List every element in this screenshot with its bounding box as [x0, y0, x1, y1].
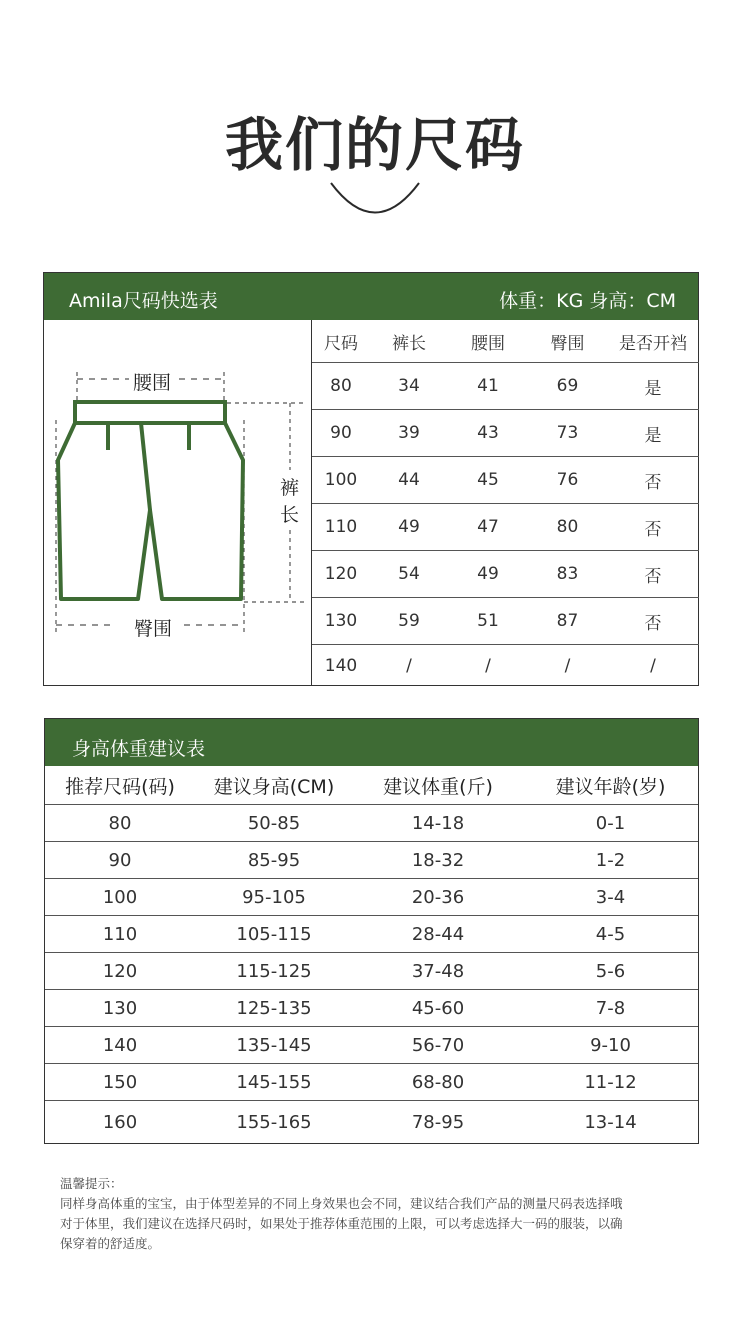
table-cell: 1-2 — [595, 850, 626, 871]
table-cell: 28-44 — [411, 924, 465, 945]
table-cell: 140 — [102, 1035, 138, 1056]
table-cell: 87 — [556, 611, 579, 631]
table-cell: 34 — [398, 376, 420, 396]
hip-label: 臀围 — [134, 618, 173, 640]
table-row — [45, 1026, 698, 1064]
table-cell: 59 — [398, 611, 420, 631]
table-row — [45, 915, 698, 953]
table-cell: 130 — [102, 998, 138, 1019]
table-row — [45, 804, 698, 842]
table-cell: 155-165 — [236, 1111, 312, 1133]
table-cell: 43 — [477, 423, 499, 443]
table-cell: 100 — [324, 470, 358, 490]
table-cell: 68-80 — [411, 1072, 465, 1093]
table-cell: 69 — [556, 376, 579, 396]
table-cell: 54 — [398, 564, 420, 584]
table-cell: 80 — [330, 376, 352, 396]
size-quick-table — [43, 272, 699, 686]
column-header: 臀围 — [550, 333, 585, 354]
table-cell: 39 — [398, 423, 420, 443]
table-header-bar — [44, 273, 698, 320]
table-cell: 56-70 — [411, 1035, 465, 1056]
column-header: 建议体重(斤) — [383, 775, 493, 798]
table-cell: 否 — [644, 519, 662, 540]
table-cell: 78-95 — [411, 1111, 465, 1133]
table-cell: 20-36 — [411, 887, 465, 908]
length-label-2: 长 — [280, 504, 300, 526]
table-header-row — [312, 320, 699, 362]
table-cell: 11-12 — [584, 1072, 637, 1093]
table-cell: 47 — [477, 517, 499, 537]
column-header: 推荐尺码(码) — [65, 775, 175, 798]
table-cell: / — [650, 655, 656, 676]
notice-heading: 温馨提示： — [60, 1176, 123, 1191]
table-cell: 115-125 — [236, 961, 312, 982]
table-cell: 5-6 — [595, 961, 626, 982]
table-cell: 135-145 — [236, 1035, 312, 1056]
table-row — [312, 503, 699, 550]
table-row — [45, 989, 698, 1027]
table-header-bar — [45, 719, 698, 766]
table-cell: 160 — [102, 1111, 138, 1133]
table-cell: 否 — [644, 613, 662, 634]
table-cell: 49 — [398, 517, 420, 537]
table-cell: 45 — [477, 470, 499, 490]
column-header: 建议身高(CM) — [213, 775, 335, 798]
table-row — [312, 550, 699, 597]
table-cell: 44 — [398, 470, 420, 490]
table-cell: 45-60 — [411, 998, 465, 1019]
table-cell: 105-115 — [236, 924, 312, 945]
table-cell: 是 — [644, 425, 662, 446]
notice-line: 保穿着的舒适度。 — [60, 1236, 161, 1251]
table-cell: 120 — [324, 564, 358, 584]
unit-label: 体重：KG 身高：CM — [499, 290, 676, 312]
table-cell: 41 — [477, 376, 499, 396]
table-row — [45, 1100, 698, 1143]
table-cell: 49 — [477, 564, 499, 584]
table-title: 身高体重建议表 — [72, 738, 206, 760]
table-cell: 130 — [324, 611, 358, 631]
height-weight-table — [44, 718, 699, 1144]
table-row — [45, 952, 698, 990]
table-cell: 73 — [556, 423, 579, 443]
shorts-diagram — [44, 320, 311, 686]
table-cell: 9-10 — [590, 1035, 631, 1056]
table-cell: 95-105 — [242, 887, 306, 908]
table-cell: 120 — [102, 961, 138, 982]
table-cell: 51 — [477, 611, 499, 631]
table-cell: 3-4 — [595, 887, 626, 908]
column-header: 建议年龄(岁) — [555, 775, 666, 798]
table-cell: 13-14 — [584, 1111, 637, 1133]
table-cell: 110 — [324, 517, 358, 537]
table-row — [312, 362, 699, 409]
table-cell: 150 — [102, 1072, 138, 1093]
table-cell: 76 — [556, 470, 579, 490]
table-cell: 0-1 — [595, 813, 626, 834]
table-row — [312, 597, 699, 644]
notice-line: 同样身高体重的宝宝，由于体型差异的不同上身效果也会不同，建议结合我们产品的测量尺码表选择哦 — [60, 1196, 623, 1211]
column-header: 腰围 — [471, 333, 505, 354]
notice-block — [60, 1174, 700, 1254]
table-cell: 37-48 — [411, 961, 465, 982]
table-row — [45, 878, 698, 916]
table-row — [312, 456, 699, 503]
table-row — [312, 409, 699, 456]
notice-line: 对于体里，我们建议在选择尺码时，如果处于推荐体重范围的上限，可以考虑选择大一码的服装，以确 — [60, 1216, 623, 1231]
table-cell: 4-5 — [595, 924, 626, 945]
table-cell: 90 — [330, 423, 352, 443]
table-header-row — [45, 766, 698, 804]
table-cell: 否 — [644, 566, 662, 587]
table-cell: / — [485, 655, 491, 676]
table-cell: 90 — [108, 850, 132, 871]
table-cell: 50-85 — [247, 813, 301, 834]
table-cell: 100 — [102, 887, 138, 908]
length-label-1: 裤 — [280, 477, 300, 499]
table-cell: 80 — [108, 813, 132, 834]
table-row — [45, 841, 698, 879]
table-cell: 18-32 — [411, 850, 465, 871]
table-title: Amila尺码快选表 — [69, 290, 218, 312]
table-cell: 125-135 — [236, 998, 312, 1019]
column-header: 尺码 — [324, 333, 358, 354]
page-title: 我们的尺码 — [224, 111, 525, 179]
table-cell: 7-8 — [595, 998, 626, 1019]
table-cell: 110 — [102, 924, 138, 945]
table-row — [312, 644, 699, 686]
waist-label: 腰围 — [133, 372, 172, 394]
table-cell: / — [406, 655, 412, 676]
table-cell: 140 — [324, 655, 358, 676]
table-cell: 是 — [644, 378, 662, 399]
table-cell: / — [564, 655, 571, 676]
table-cell: 80 — [556, 517, 579, 537]
decorative-curve — [329, 180, 421, 220]
column-header: 裤长 — [392, 333, 426, 354]
column-header: 是否开裆 — [619, 333, 687, 354]
table-cell: 85-95 — [247, 850, 301, 871]
table-row — [45, 1063, 698, 1101]
shorts-illustration — [44, 320, 311, 686]
table-cell: 14-18 — [411, 813, 465, 834]
size-grid — [311, 320, 699, 686]
table-cell: 145-155 — [236, 1072, 312, 1093]
table-cell: 83 — [556, 564, 579, 584]
table-cell: 否 — [644, 472, 662, 493]
